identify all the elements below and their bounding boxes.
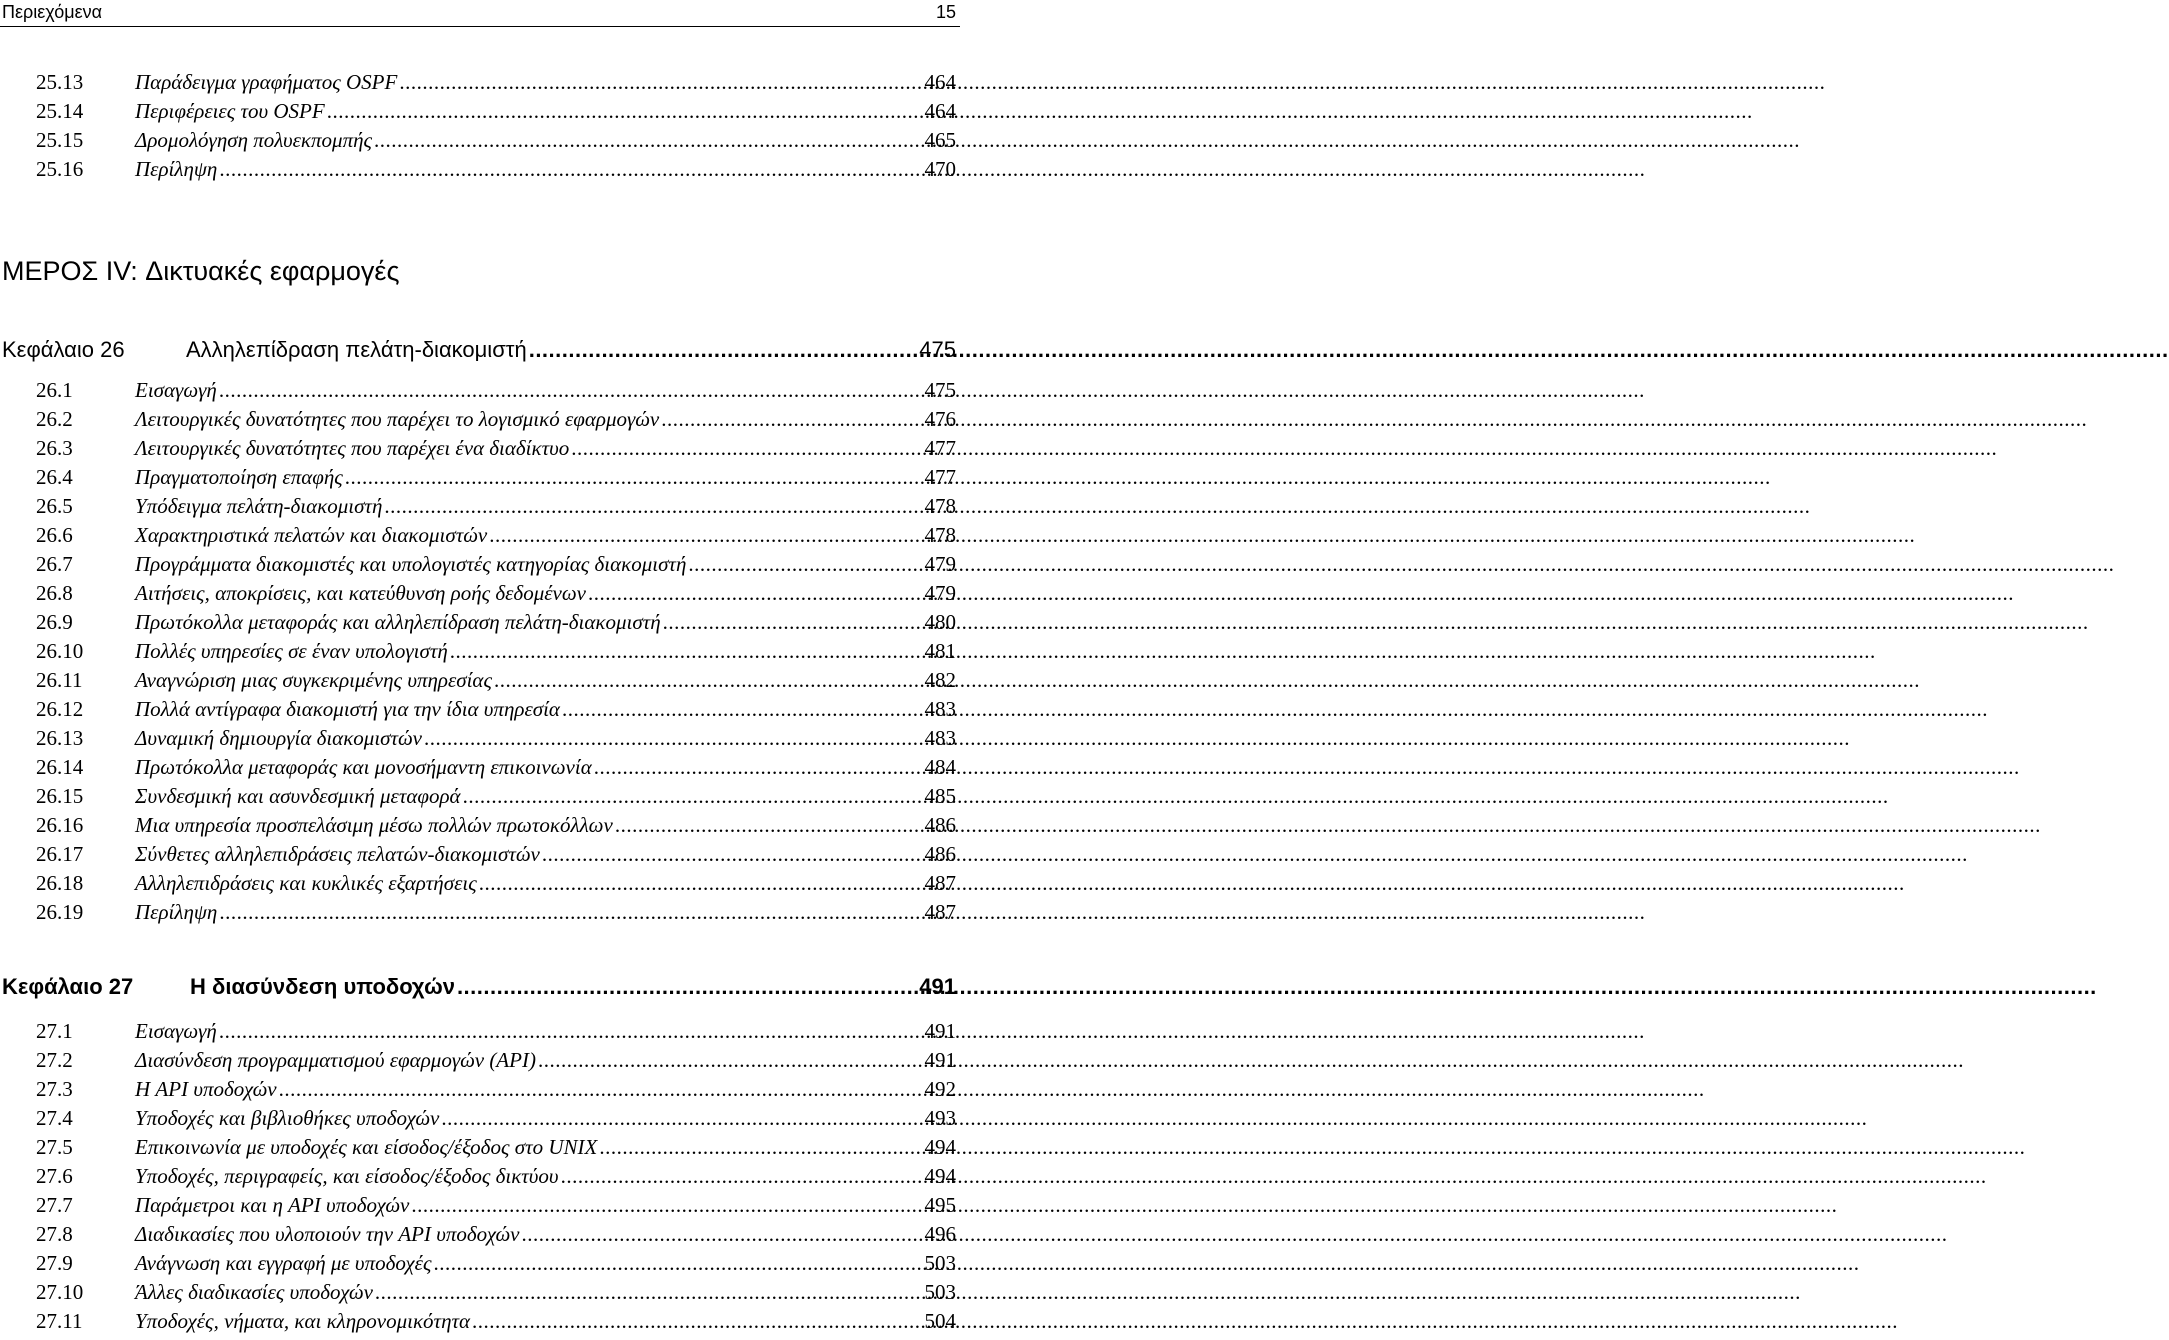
dot-leader: [494, 666, 923, 695]
toc-entry[interactable]: [36, 1017, 956, 1046]
entry-page: 504: [924, 1309, 956, 1333]
dot-leader: [479, 869, 923, 898]
dot-leader: [472, 1307, 922, 1336]
entry-page: 491: [924, 1048, 956, 1072]
entry-number: 26.2: [36, 407, 73, 431]
entry-title: Επικοινωνία με υποδοχές και είσοδος/έξοδος στο UNIX: [135, 1135, 598, 1159]
entry-page: 478: [924, 494, 956, 518]
entry-page: 487: [924, 900, 956, 924]
entry-page: 483: [924, 726, 956, 750]
dot-leader: [219, 376, 923, 405]
entry-page: 464: [924, 99, 956, 123]
entry-title: Περίληψη: [135, 157, 218, 181]
dot-leader: [615, 811, 923, 840]
entry-title: Η API υποδοχών: [135, 1077, 277, 1101]
dot-leader: [411, 1191, 922, 1220]
toc-entry[interactable]: [36, 521, 956, 550]
entry-number: 27.4: [36, 1106, 73, 1130]
entry-page: 492: [924, 1077, 956, 1101]
chapter-heading-26[interactable]: [2, 333, 956, 367]
running-header: [0, 0, 960, 27]
dot-leader: [424, 724, 922, 753]
part-heading: ΜΕΡΟΣ IV: Δικτυακές εφαρμογές: [2, 256, 400, 286]
entry-number: 26.1: [36, 378, 73, 402]
entry-number: 25.16: [36, 157, 84, 181]
dot-leader: [529, 333, 918, 367]
toc-entry[interactable]: [36, 97, 956, 126]
dot-leader: [374, 126, 922, 155]
toc-entry[interactable]: [36, 782, 956, 811]
entry-page: 479: [924, 552, 956, 576]
entry-number: 26.19: [36, 900, 84, 924]
toc-entry[interactable]: [36, 753, 956, 782]
entry-page: 495: [924, 1193, 956, 1217]
entry-page: 470: [924, 157, 956, 181]
toc-entry[interactable]: [36, 724, 956, 753]
dot-leader: [561, 1162, 923, 1191]
entry-title: Πολλά αντίγραφα διακομιστή για την ίδια υπηρεσία: [135, 697, 560, 721]
entry-number: 25.13: [36, 70, 84, 94]
toc-entry[interactable]: [36, 840, 956, 869]
entry-number: 27.8: [36, 1222, 73, 1246]
toc-entry[interactable]: [36, 550, 956, 579]
entry-title: Παράδειγμα γραφήματος OSPF: [135, 70, 398, 94]
entry-page: 503: [924, 1251, 956, 1275]
entry-title: Διασύνδεση προγραμματισμού εφαρμογών (API): [135, 1048, 536, 1072]
entry-title: Πολλές υπηρεσίες σε έναν υπολογιστή: [135, 639, 448, 663]
toc-entry[interactable]: [36, 1162, 956, 1191]
entry-page: 487: [924, 871, 956, 895]
entry-page: 494: [924, 1135, 956, 1159]
entry-number: 25.15: [36, 128, 84, 152]
toc-entry[interactable]: [36, 463, 956, 492]
entry-number: 27.1: [36, 1019, 73, 1043]
entry-title: Περίληψη: [135, 900, 218, 924]
chapter-label: Κεφάλαιο 26: [2, 337, 125, 362]
entry-page: 483: [924, 697, 956, 721]
entry-number: 26.11: [36, 668, 83, 692]
entry-page: 480: [924, 610, 956, 634]
entry-title: Συνδεσμική και ασυνδεσμική μεταφορά: [135, 784, 461, 808]
dot-leader: [594, 753, 923, 782]
entry-page: 494: [924, 1164, 956, 1188]
entry-title: Υποδοχές, νήματα, και κληρονομικότητα: [135, 1309, 471, 1333]
entry-number: 26.9: [36, 610, 73, 634]
entry-page: 477: [924, 436, 956, 460]
dot-leader: [571, 434, 922, 463]
dot-leader: [441, 1104, 922, 1133]
entry-page: 484: [924, 755, 956, 779]
toc-entry[interactable]: [36, 492, 956, 521]
chapter-page: 491: [919, 974, 956, 999]
entry-page: 493: [924, 1106, 956, 1130]
entry-title: Πραγματοποίηση επαφής: [135, 465, 343, 489]
entry-title: Παράμετροι και η API υποδοχών: [135, 1193, 410, 1217]
entry-number: 26.15: [36, 784, 84, 808]
entry-title: Υποδοχές και βιβλιοθήκες υποδοχών: [135, 1106, 440, 1130]
entry-page: 496: [924, 1222, 956, 1246]
entry-title: Προγράμματα διακομιστές και υπολογιστές κατηγορίας διακομιστή: [135, 552, 687, 576]
entry-title: Σύνθετες αλληλεπιδράσεις πελατών-διακομιστών: [135, 842, 540, 866]
toc-entry[interactable]: [36, 666, 956, 695]
entry-number: 27.9: [36, 1251, 73, 1275]
toc-entry[interactable]: [36, 1046, 956, 1075]
entry-page: 481: [924, 639, 956, 663]
entry-page: 486: [924, 813, 956, 837]
entry-title: Πρωτόκολλα μεταφοράς και μονοσήμαντη επικοινωνία: [135, 755, 592, 779]
dot-leader: [219, 155, 922, 184]
dot-leader: [688, 550, 922, 579]
dot-leader: [375, 1278, 923, 1307]
toc-entry[interactable]: [36, 1220, 956, 1249]
entry-page: 464: [924, 70, 956, 94]
entry-title: Άλλες διαδικασίες υποδοχών: [135, 1280, 373, 1304]
dot-leader: [661, 405, 922, 434]
entry-page: 475: [924, 378, 956, 402]
entry-title: Λειτουργικές δυνατότητες που παρέχει το λογισμικό εφαρμογών: [135, 407, 660, 431]
entry-title: Υποδοχές, περιγραφείς, και είσοδος/έξοδος δικτύου: [135, 1164, 559, 1188]
dot-leader: [457, 970, 917, 1004]
entry-page: 478: [924, 523, 956, 547]
chapter-title: Αλληλεπίδραση πελάτη-διακομιστή: [186, 337, 527, 362]
entry-number: 27.11: [36, 1309, 83, 1333]
chapter-label: Κεφάλαιο 27: [2, 974, 134, 999]
entry-title: Περιφέρειες του OSPF: [135, 99, 325, 123]
entry-page: 503: [924, 1280, 956, 1304]
toc-entry[interactable]: [36, 376, 956, 405]
entry-number: 26.4: [36, 465, 73, 489]
toc-entry[interactable]: [36, 579, 956, 608]
entry-page: 476: [924, 407, 956, 431]
dot-leader: [588, 579, 923, 608]
dot-leader: [450, 637, 923, 666]
entry-title: Λειτουργικές δυνατότητες που παρέχει ένα διαδίκτυο: [135, 436, 570, 460]
entry-number: 26.3: [36, 436, 73, 460]
toc-entry[interactable]: [36, 1278, 956, 1307]
toc-entry[interactable]: [36, 1191, 956, 1220]
entry-number: 26.7: [36, 552, 73, 576]
entry-title: Μια υπηρεσία προσπελάσιμη μέσω πολλών πρωτοκόλλων: [135, 813, 613, 837]
entry-title: Υπόδειγμα πελάτη-διακομιστή: [135, 494, 383, 518]
toc-entry[interactable]: [36, 869, 956, 898]
header-title: Περιεχόμενα: [2, 2, 103, 22]
entry-title: Εισαγωγή: [135, 1019, 217, 1043]
entry-title: Διαδικασίες που υλοποιούν την API υποδοχών: [135, 1222, 520, 1246]
entry-number: 26.10: [36, 639, 84, 663]
toc-entry[interactable]: [36, 898, 956, 927]
dot-leader: [538, 1046, 923, 1075]
entry-number: 26.18: [36, 871, 84, 895]
entry-page: 465: [924, 128, 956, 152]
entry-number: 26.5: [36, 494, 73, 518]
chapter-heading-27[interactable]: [2, 970, 956, 1004]
dot-leader: [542, 840, 923, 869]
entry-title: Εισαγωγή: [135, 378, 217, 402]
toc-entry[interactable]: [36, 695, 956, 724]
entry-number: 26.16: [36, 813, 84, 837]
toc-entry[interactable]: [36, 155, 956, 184]
chapter-title: Η διασύνδεση υποδοχών: [190, 974, 455, 999]
entry-number: 27.6: [36, 1164, 73, 1188]
entry-number: 26.6: [36, 523, 73, 547]
toc-entry[interactable]: [36, 68, 956, 97]
entry-page: 486: [924, 842, 956, 866]
entry-number: 26.8: [36, 581, 73, 605]
dot-leader: [384, 492, 922, 521]
entry-number: 26.14: [36, 755, 84, 779]
entry-page: 479: [924, 581, 956, 605]
entry-number: 27.5: [36, 1135, 73, 1159]
toc-entry[interactable]: [36, 637, 956, 666]
entry-number: 27.3: [36, 1077, 73, 1101]
dot-leader: [463, 782, 923, 811]
dot-leader: [399, 68, 922, 97]
dot-leader: [562, 695, 923, 724]
entry-page: 482: [924, 668, 956, 692]
dot-leader: [522, 1220, 923, 1249]
dot-leader: [489, 521, 922, 550]
entry-title: Αιτήσεις, αποκρίσεις, και κατεύθυνση ροής δεδομένων: [135, 581, 586, 605]
toc-entry[interactable]: [36, 1133, 956, 1162]
entry-number: 26.13: [36, 726, 84, 750]
dot-leader: [433, 1249, 922, 1278]
toc-entry[interactable]: [36, 126, 956, 155]
header-page-number: 15: [935, 2, 956, 22]
dot-leader: [599, 1133, 922, 1162]
entry-page: 485: [924, 784, 956, 808]
dot-leader: [219, 1017, 923, 1046]
toc-entry[interactable]: [36, 1249, 956, 1278]
entry-number: 25.14: [36, 99, 84, 123]
entry-title: Αλληλεπιδράσεις και κυκλικές εξαρτήσεις: [135, 871, 477, 895]
entry-title: Αναγνώριση μιας συγκεκριμένης υπηρεσίας: [135, 668, 492, 692]
toc-entry[interactable]: [36, 434, 956, 463]
toc-entry[interactable]: [36, 608, 956, 637]
dot-leader: [279, 1075, 923, 1104]
dot-leader: [663, 608, 923, 637]
entry-page: 491: [924, 1019, 956, 1043]
dot-leader: [327, 97, 923, 126]
entry-number: 27.2: [36, 1048, 73, 1072]
toc-entry[interactable]: [36, 811, 956, 840]
toc-entry[interactable]: [36, 405, 956, 434]
entry-number: 27.7: [36, 1193, 73, 1217]
toc-entry[interactable]: [36, 1075, 956, 1104]
entry-title: Ανάγνωση και εγγραφή με υποδοχές: [135, 1251, 432, 1275]
dot-leader: [219, 898, 922, 927]
entry-number: 26.12: [36, 697, 84, 721]
entry-title: Χαρακτηριστικά πελατών και διακομιστών: [135, 523, 488, 547]
toc-entry[interactable]: [36, 1307, 956, 1336]
entry-title: Πρωτόκολλα μεταφοράς και αλληλεπίδραση πελάτη-διακομιστή: [135, 610, 661, 634]
entry-page: 477: [924, 465, 956, 489]
toc-entry[interactable]: [36, 1104, 956, 1133]
entry-title: Δρομολόγηση πολυεκπομπής: [135, 128, 373, 152]
chapter-page: 475: [919, 337, 956, 362]
entry-number: 26.17: [36, 842, 84, 866]
dot-leader: [345, 463, 923, 492]
entry-title: Δυναμική δημιουργία διακομιστών: [135, 726, 423, 750]
entry-number: 27.10: [36, 1280, 84, 1304]
